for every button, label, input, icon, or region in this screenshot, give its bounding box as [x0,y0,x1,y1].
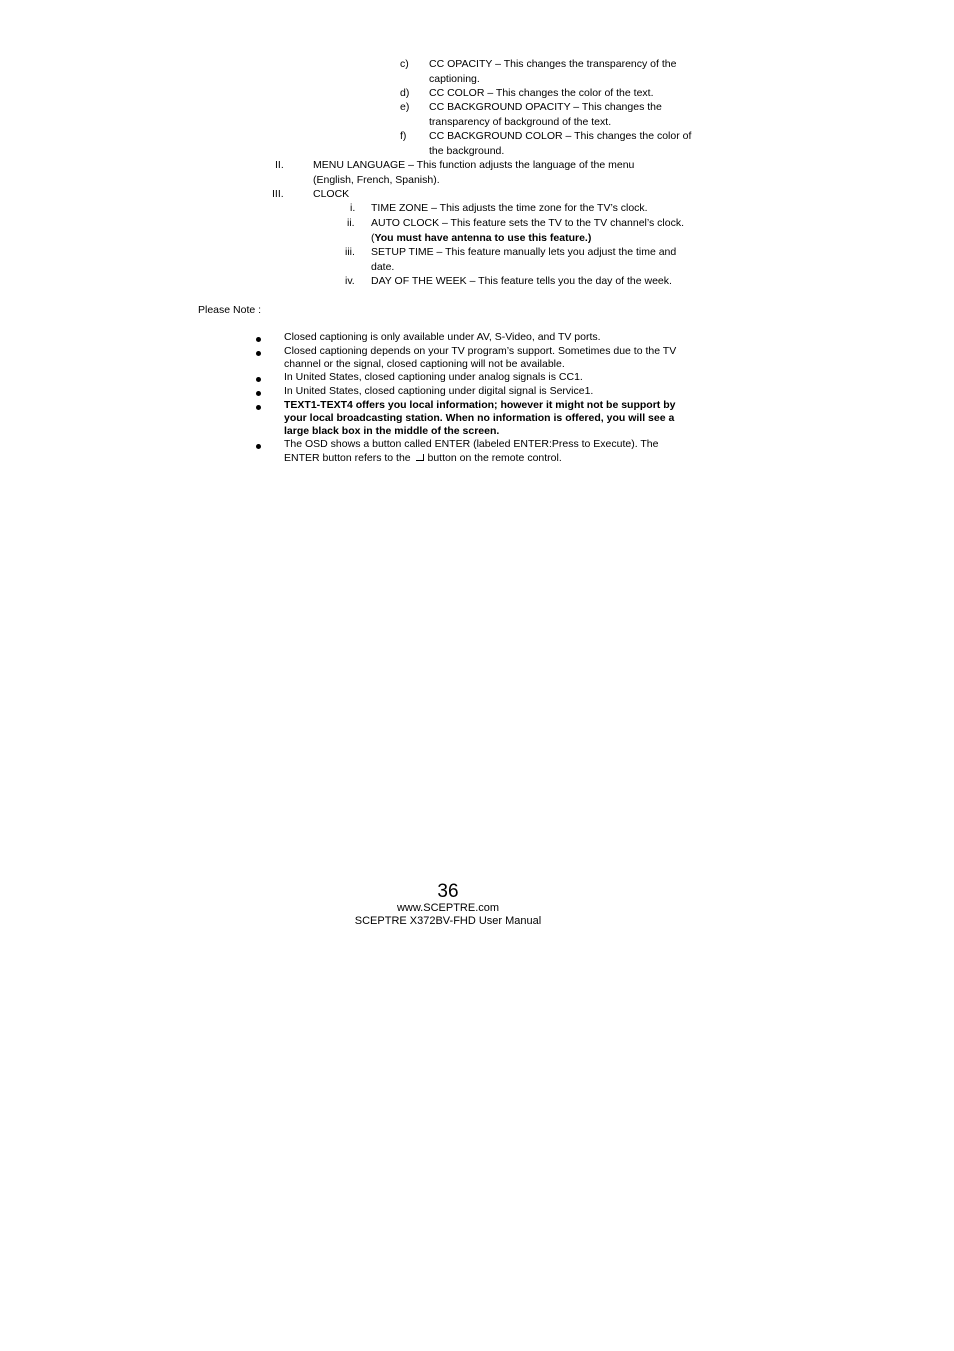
list-item-text: CC BACKGROUND OPACITY – This changes the transparency of background of the text. [429,101,662,128]
note-text [284,438,694,465]
list-item-text: CC COLOR – This changes the color of the text. [429,87,654,99]
list-marker: d) [400,87,410,99]
footer-manual-title: SCEPTRE X372BV-FHD User Manual [354,915,542,927]
list-item-text: CC BACKGROUND COLOR – This changes the color of the background. [429,130,692,157]
list-marker: i. [350,202,356,214]
footer-website: www.SCEPTRE.com [396,902,500,914]
bullet-icon [256,391,261,396]
page-number: 36 [437,881,459,902]
antenna-warning: You must have antenna to use this feature.) [374,231,592,244]
list-marker: III. [272,188,284,200]
bullet-icon [256,351,261,356]
enter-note-tail: button on the remote control. [427,451,562,464]
note-text: In United States, closed captioning under digital signal is Service1. [284,385,594,397]
list-item-text: TIME ZONE – This adjusts the time zone for the TV’s clock. [371,202,648,214]
note-text: TEXT1-TEXT4 offers you local information; however it might not be support by your local broadcasting station. When no information is offered, you will see a large black box in the middle of the screen. [284,399,676,437]
list-marker: f) [400,130,407,142]
list-marker: II. [275,159,284,171]
enter-note-text: The OSD shows a button called ENTER (labeled ENTER:Press to Execute). The ENTER button refers to the [284,438,659,464]
list-marker: iii. [345,246,355,258]
list-marker: iv. [345,275,355,287]
list-item-text: SETUP TIME – This feature manually lets you adjust the time and date. [371,246,677,273]
bullet-icon [256,377,261,382]
list-item-text: MENU LANGUAGE – This function adjusts the language of the menu (English, French, Spanish). [313,159,635,186]
list-marker: ii. [347,217,355,229]
please-note-label: Please Note : [198,304,262,316]
list-marker: e) [400,101,410,113]
bullet-icon [256,444,261,449]
list-marker: c) [400,58,409,70]
bullet-icon [256,405,261,410]
auto-clock-text: AUTO CLOCK – This feature sets the TV to the TV channel’s clock. ( [371,217,685,244]
list-item-text: CLOCK [313,188,350,200]
note-text: Closed captioning depends on your TV program’s support. Sometimes due to the TV channel or the signal, closed captioning will not be available. [284,345,677,370]
list-item-text [371,216,686,245]
bullet-icon [256,337,261,342]
note-text: Closed captioning is only available under AV, S-Video, and TV ports. [284,331,601,343]
note-text: In United States, closed captioning under analog signals is CC1. [284,371,583,383]
list-item-text: CC OPACITY – This changes the transparency of the captioning. [429,58,677,85]
enter-return-icon [416,454,424,461]
list-item-text: DAY OF THE WEEK – This feature tells you the day of the week. [371,275,672,287]
